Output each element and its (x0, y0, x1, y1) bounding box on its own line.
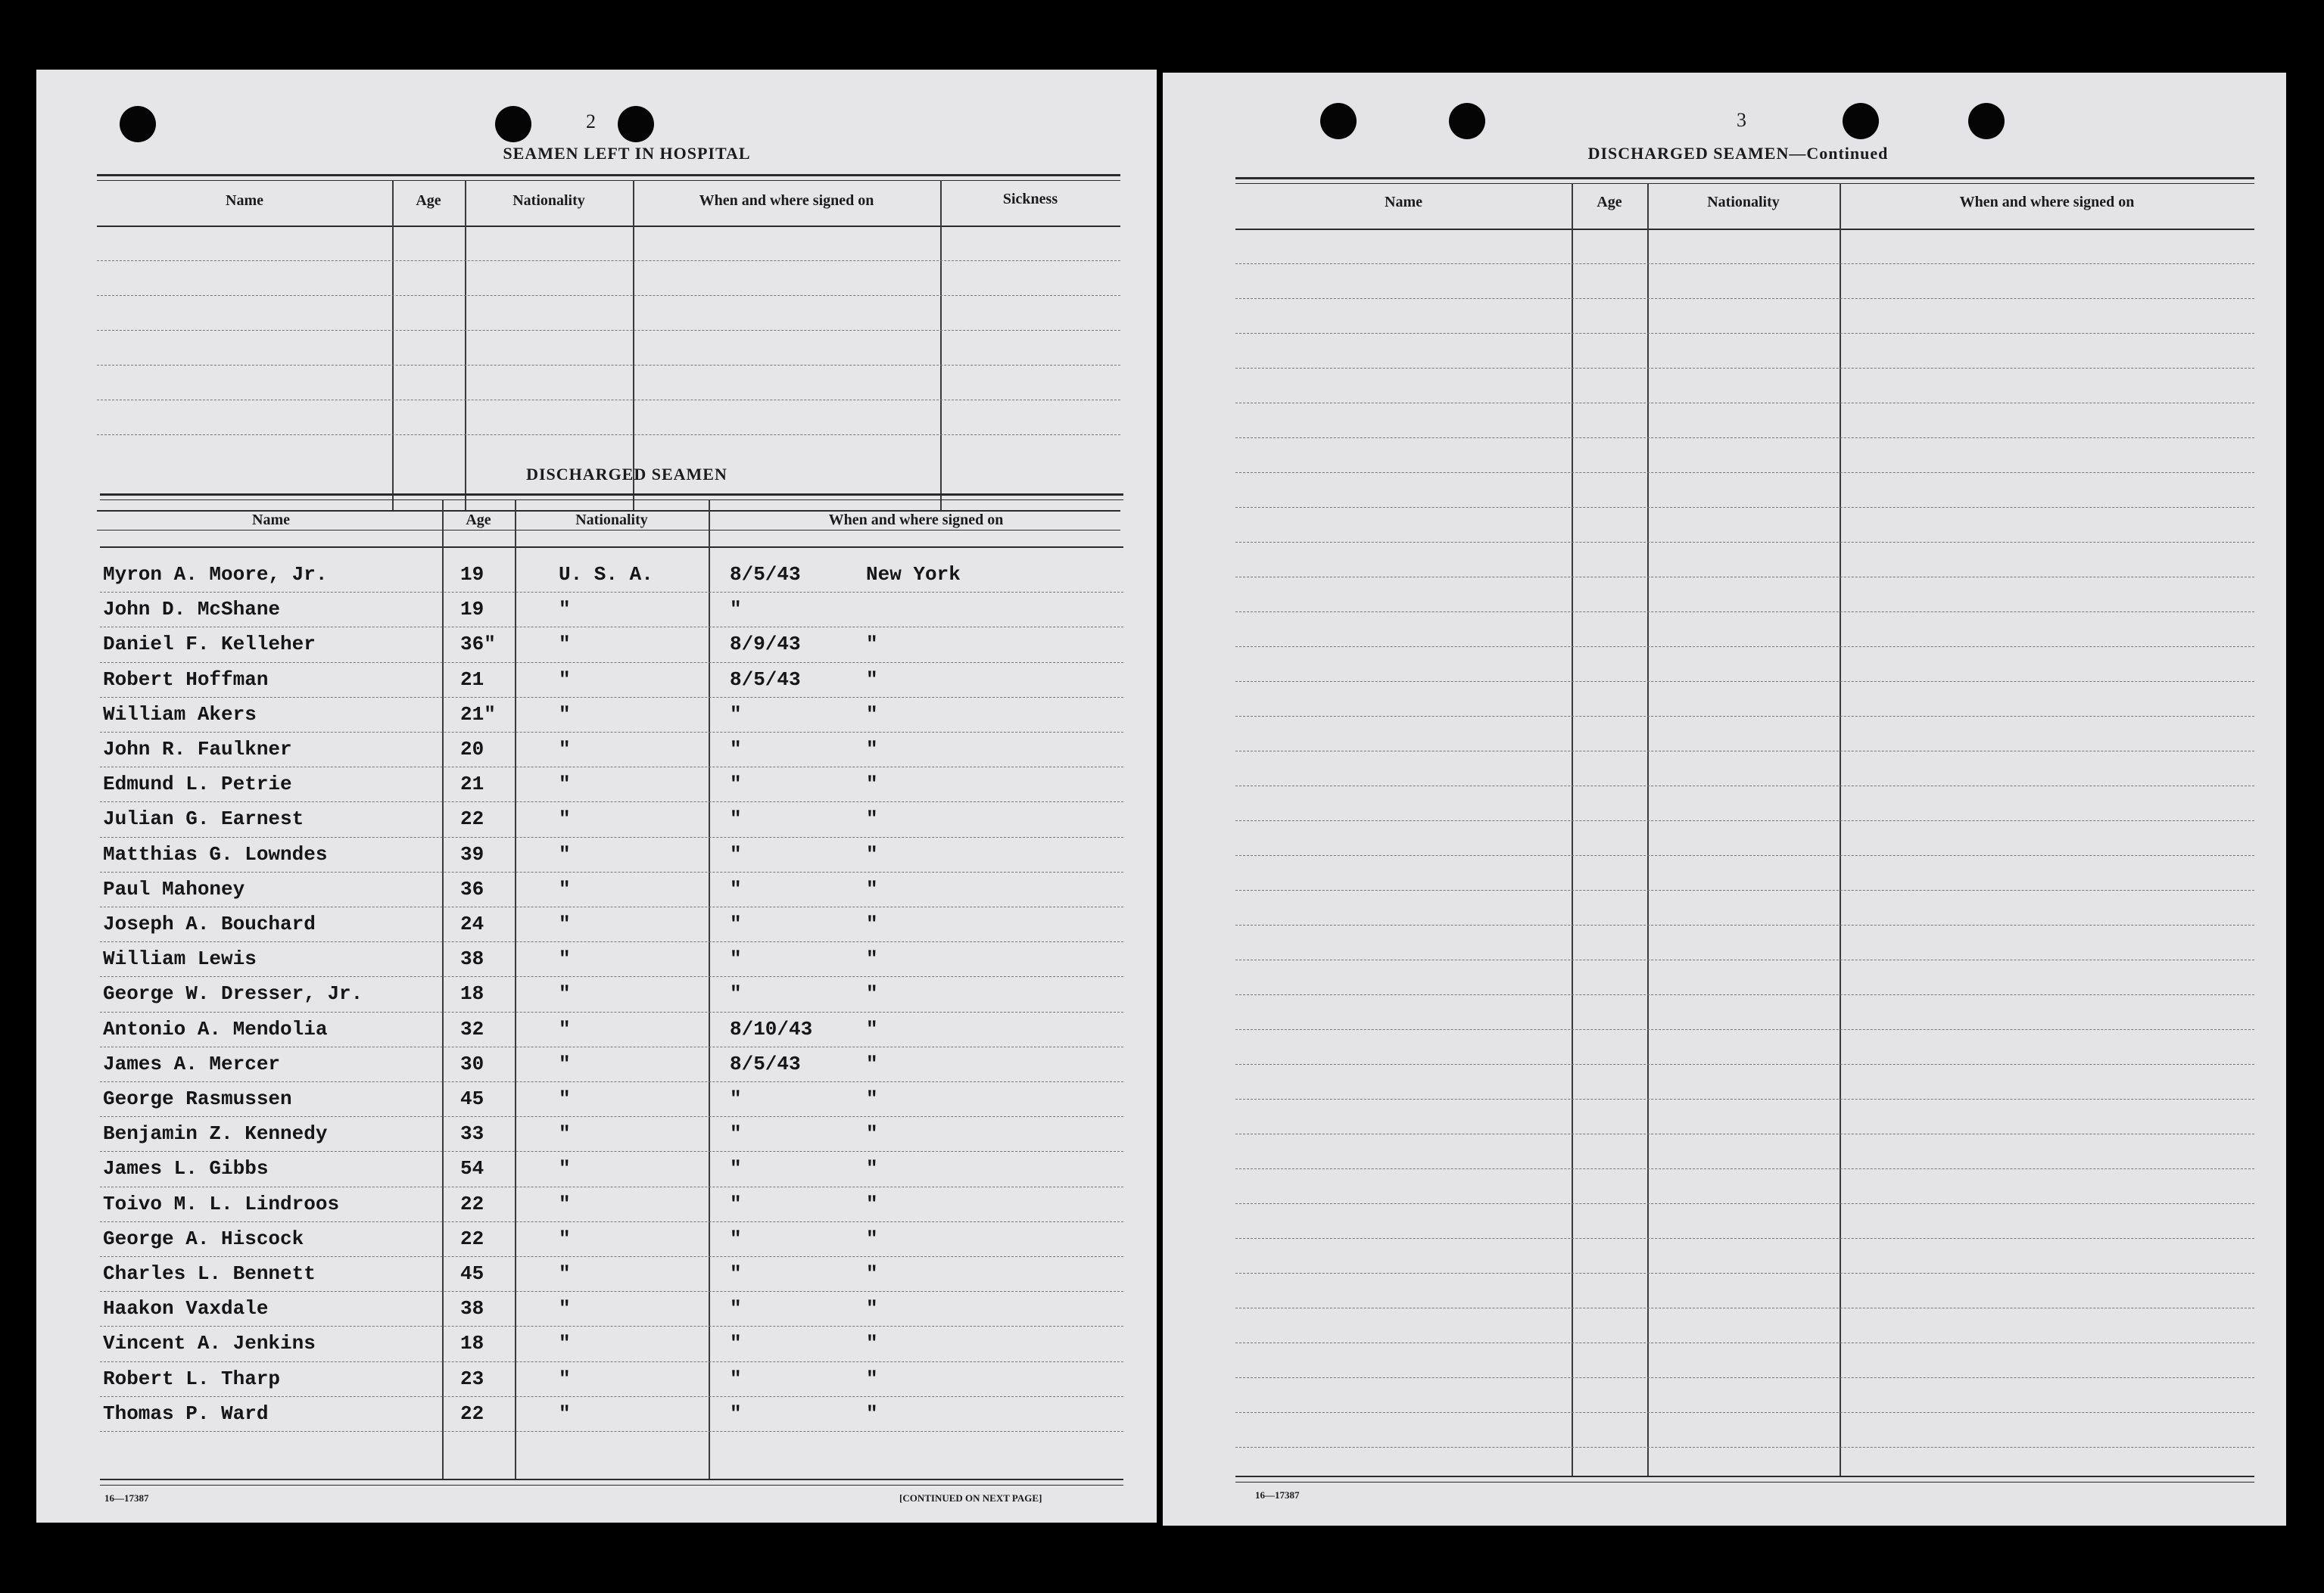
seaman-name: George W. Dresser, Jr. (103, 982, 363, 1006)
punch-hole (120, 106, 156, 142)
blank-row-line (1235, 1238, 2254, 1239)
table-rule (97, 174, 1120, 176)
seaman-name: Joseph A. Bouchard (103, 913, 316, 935)
seaman-age: 22 (460, 807, 484, 831)
seaman-nationality: " (559, 1297, 571, 1321)
column-divider (515, 499, 516, 1480)
signed-on-date: " (730, 807, 742, 831)
row-line (100, 1012, 1123, 1013)
blank-row-line (97, 330, 1120, 331)
left-page (36, 70, 1157, 1523)
signed-on-date: " (730, 1367, 742, 1390)
row-line (100, 837, 1123, 838)
hospital-header-age: Age (416, 192, 441, 209)
discharged-header-signed-on: When and where signed on (828, 512, 1004, 528)
signed-on-place: " (866, 1227, 878, 1250)
row-line (100, 1116, 1123, 1117)
blank-row-line (1235, 298, 2254, 299)
signed-on-date: " (730, 1402, 742, 1425)
table-rule (1235, 183, 2254, 184)
punch-hole (618, 106, 654, 142)
row-line (100, 801, 1123, 802)
blank-row-line (1235, 542, 2254, 543)
signed-on-date: " (730, 1227, 742, 1250)
hospital-header-name: Name (226, 192, 263, 209)
seaman-age: 23 (460, 1367, 484, 1390)
seaman-age: 39 (460, 842, 484, 866)
seaman-age: 22 (460, 1227, 484, 1250)
blank-row-line (97, 295, 1120, 296)
blank-row-line (1235, 1029, 2254, 1030)
seaman-age: 38 (460, 1297, 484, 1321)
seaman-name: John R. Faulkner (103, 738, 292, 761)
blank-row-line (1235, 263, 2254, 264)
signed-on-date: " (730, 1122, 742, 1146)
column-divider (465, 180, 466, 510)
blank-row-line (1235, 994, 2254, 995)
seaman-nationality: " (559, 1332, 571, 1355)
signed-on-date: " (730, 1192, 742, 1215)
seaman-age: 19 (460, 563, 484, 586)
blank-row-line (1235, 1273, 2254, 1274)
blank-row-line (1235, 368, 2254, 369)
seaman-age: 21" (460, 702, 496, 726)
punch-hole (1449, 103, 1485, 139)
seaman-nationality: " (559, 1262, 571, 1285)
header-name: Name (1385, 194, 1422, 210)
signed-on-date: " (730, 598, 742, 621)
signed-on-date: " (730, 1157, 742, 1181)
signed-on-place: " (866, 1017, 878, 1041)
discharged-section-title: DISCHARGED SEAMEN (526, 465, 727, 484)
seaman-name: Haakon Vaxdale (103, 1297, 269, 1321)
seaman-name: George A. Hiscock (103, 1227, 304, 1250)
signed-on-date: " (730, 1332, 742, 1355)
signed-on-place: " (866, 773, 878, 796)
seaman-name: Edmund L. Petrie (103, 773, 292, 796)
seaman-age: 20 (460, 738, 484, 761)
row-line (100, 872, 1123, 873)
row-line (100, 1291, 1123, 1292)
punch-hole (1320, 103, 1357, 139)
signed-on-place: " (866, 1192, 878, 1215)
signed-on-place: " (866, 982, 878, 1006)
blank-row-line (97, 365, 1120, 366)
seaman-name: Myron A. Moore, Jr. (103, 563, 328, 586)
header-signed-on: When and where signed on (1959, 194, 2135, 210)
seaman-name: Daniel F. Kelleher (103, 633, 316, 656)
signed-on-place: " (866, 1157, 878, 1181)
seaman-nationality: " (559, 1087, 571, 1110)
seaman-name: George Rasmussen (103, 1087, 292, 1110)
seaman-nationality: " (559, 702, 571, 726)
seaman-name: Charles L. Bennett (103, 1262, 316, 1285)
signed-on-date: " (730, 702, 742, 726)
signed-on-place: " (866, 667, 878, 691)
table-rule (97, 226, 1120, 227)
seaman-nationality: " (559, 842, 571, 866)
seaman-age: 22 (460, 1402, 484, 1425)
row-line (100, 697, 1123, 698)
signed-on-place: " (866, 1087, 878, 1110)
blank-row-line (1235, 1099, 2254, 1100)
seaman-age: 22 (460, 1192, 484, 1215)
table-rule (1235, 177, 2254, 179)
table-rule (1235, 1476, 2254, 1477)
seaman-nationality: " (559, 1367, 571, 1390)
seaman-age: 45 (460, 1262, 484, 1285)
seaman-nationality: " (559, 738, 571, 761)
blank-row-line (1235, 855, 2254, 856)
seaman-age: 33 (460, 1122, 484, 1146)
row-line (100, 592, 1123, 593)
seaman-nationality: " (559, 667, 571, 691)
discharged-header-nationality: Nationality (575, 512, 648, 528)
page-number: 3 (1737, 109, 1746, 131)
row-line (100, 976, 1123, 977)
blank-row-line (97, 434, 1120, 435)
signed-on-date: " (730, 773, 742, 796)
blank-row-line (1235, 925, 2254, 926)
seaman-age: 45 (460, 1087, 484, 1110)
seaman-name: Antonio A. Mendolia (103, 1017, 328, 1041)
seaman-name: Robert Hoffman (103, 667, 269, 691)
signed-on-date: 8/10/43 (730, 1017, 813, 1041)
seaman-name: Robert L. Tharp (103, 1367, 281, 1390)
seaman-age: 36 (460, 877, 484, 901)
hospital-section-title: SEAMEN LEFT IN HOSPITAL (503, 144, 751, 163)
page-number: 2 (586, 110, 596, 132)
signed-on-date: " (730, 842, 742, 866)
page-title: DISCHARGED SEAMEN—Continued (1587, 144, 1889, 163)
signed-on-place: " (866, 842, 878, 866)
column-divider (392, 180, 394, 510)
row-line (100, 1326, 1123, 1327)
signed-on-place: " (866, 1332, 878, 1355)
seaman-name: William Lewis (103, 947, 257, 971)
seaman-age: 36" (460, 633, 496, 656)
seaman-age: 24 (460, 913, 484, 935)
seaman-name: Paul Mahoney (103, 877, 245, 901)
blank-row-line (1235, 890, 2254, 891)
blank-row-line (1235, 1168, 2254, 1169)
table-rule (97, 180, 1120, 181)
column-divider (442, 499, 444, 1480)
seaman-nationality: " (559, 1052, 571, 1075)
column-divider (1840, 183, 1841, 1476)
seaman-age: 38 (460, 947, 484, 971)
table-rule (100, 499, 1123, 500)
signed-on-date: " (730, 877, 742, 901)
seaman-age: 54 (460, 1157, 484, 1181)
signed-on-place: " (866, 1052, 878, 1075)
seaman-age: 21 (460, 667, 484, 691)
signed-on-date: " (730, 913, 742, 935)
seaman-name: Julian G. Earnest (103, 807, 304, 831)
seaman-nationality: " (559, 807, 571, 831)
signed-on-place: " (866, 702, 878, 726)
seaman-name: Benjamin Z. Kennedy (103, 1122, 328, 1146)
blank-row-line (1235, 646, 2254, 647)
signed-on-place: " (866, 633, 878, 656)
row-line (100, 1256, 1123, 1257)
form-number: 16—17387 (1255, 1489, 1300, 1501)
signed-on-date: 8/5/43 (730, 1052, 801, 1075)
seaman-nationality: " (559, 947, 571, 971)
row-line (100, 1151, 1123, 1152)
row-line (100, 732, 1123, 733)
punch-hole (1968, 103, 2005, 139)
seaman-nationality: " (559, 1402, 571, 1425)
row-line (100, 1221, 1123, 1222)
signed-on-date: " (730, 1262, 742, 1285)
header-age: Age (1597, 194, 1622, 210)
signed-on-date: " (730, 1087, 742, 1110)
seaman-nationality: " (559, 633, 571, 656)
form-number: 16—17387 (104, 1492, 149, 1504)
signed-on-date: 8/9/43 (730, 633, 801, 656)
table-rule (100, 1485, 1123, 1486)
signed-on-place: " (866, 1122, 878, 1146)
column-divider (633, 180, 634, 510)
discharged-header-name: Name (252, 512, 290, 528)
seaman-name: John D. McShane (103, 598, 281, 621)
table-rule (100, 546, 1123, 548)
column-divider (709, 499, 710, 1480)
row-line (100, 1361, 1123, 1362)
signed-on-date: " (730, 1297, 742, 1321)
seaman-age: 30 (460, 1052, 484, 1075)
hospital-header-sickness: Sickness (1002, 191, 1058, 207)
signed-on-place: " (866, 1297, 878, 1321)
seaman-nationality: " (559, 598, 571, 621)
punch-hole (1843, 103, 1879, 139)
seaman-nationality: U. S. A. (559, 563, 653, 586)
blank-row-line (1235, 507, 2254, 508)
signed-on-place: " (866, 1402, 878, 1425)
column-divider (1572, 183, 1573, 1476)
discharged-header-age: Age (466, 512, 491, 528)
seaman-nationality: " (559, 877, 571, 901)
table-rule (1235, 229, 2254, 230)
row-line (100, 1081, 1123, 1082)
seaman-name: James L. Gibbs (103, 1157, 269, 1181)
seaman-nationality: " (559, 1017, 571, 1041)
row-line (100, 941, 1123, 942)
seaman-name: James A. Mercer (103, 1052, 281, 1075)
seaman-name: Thomas P. Ward (103, 1402, 269, 1425)
row-line (100, 1396, 1123, 1397)
seaman-name: Toivo M. L. Lindroos (103, 1192, 340, 1215)
row-line (100, 662, 1123, 663)
blank-row-line (1235, 716, 2254, 717)
seaman-nationality: " (559, 913, 571, 935)
table-rule (100, 1479, 1123, 1480)
signed-on-place: New York (866, 563, 961, 586)
table-rule (100, 493, 1123, 496)
seaman-name: William Akers (103, 702, 257, 726)
signed-on-place: " (866, 947, 878, 971)
signed-on-place: " (866, 913, 878, 935)
seaman-nationality: " (559, 1122, 571, 1146)
signed-on-place: " (866, 738, 878, 761)
column-divider (1647, 183, 1649, 1476)
blank-row-line (1235, 1377, 2254, 1378)
signed-on-place: " (866, 1262, 878, 1285)
continued-note: [CONTINUED ON NEXT PAGE] (899, 1492, 1042, 1504)
seaman-age: 19 (460, 598, 484, 621)
seaman-name: Vincent A. Jenkins (103, 1332, 316, 1355)
signed-on-place: " (866, 1367, 878, 1390)
blank-row-line (1235, 820, 2254, 821)
seaman-age: 18 (460, 1332, 484, 1355)
seaman-age: 32 (460, 1017, 484, 1041)
seaman-age: 21 (460, 773, 484, 796)
seaman-nationality: " (559, 773, 571, 796)
seaman-nationality: " (559, 982, 571, 1006)
signed-on-date: " (730, 738, 742, 761)
hospital-header-nationality: Nationality (512, 192, 585, 209)
signed-on-date: 8/5/43 (730, 563, 801, 586)
blank-row-line (1235, 437, 2254, 438)
signed-on-place: " (866, 877, 878, 901)
table-rule (1235, 1482, 2254, 1483)
blank-row-line (1235, 333, 2254, 334)
seaman-age: 18 (460, 982, 484, 1006)
blank-row-line (97, 260, 1120, 261)
right-page (1163, 73, 2286, 1526)
seaman-name: Matthias G. Lowndes (103, 842, 328, 866)
blank-row-line (1235, 611, 2254, 612)
signed-on-date: " (730, 982, 742, 1006)
hospital-header-signed-on: When and where signed on (699, 192, 874, 209)
signed-on-date: 8/5/43 (730, 667, 801, 691)
row-line (100, 1431, 1123, 1432)
blank-row-line (1235, 1447, 2254, 1448)
blank-row-line (1235, 1412, 2254, 1413)
blank-row-line (1235, 681, 2254, 682)
blank-row-line (1235, 472, 2254, 473)
blank-row-line (1235, 1203, 2254, 1204)
signed-on-place: " (866, 807, 878, 831)
header-nationality: Nationality (1707, 194, 1780, 210)
seaman-nationality: " (559, 1157, 571, 1181)
seaman-nationality: " (559, 1192, 571, 1215)
blank-row-line (1235, 1064, 2254, 1065)
signed-on-date: " (730, 947, 742, 971)
punch-hole (495, 106, 531, 142)
seaman-nationality: " (559, 1227, 571, 1250)
column-divider (940, 180, 942, 510)
